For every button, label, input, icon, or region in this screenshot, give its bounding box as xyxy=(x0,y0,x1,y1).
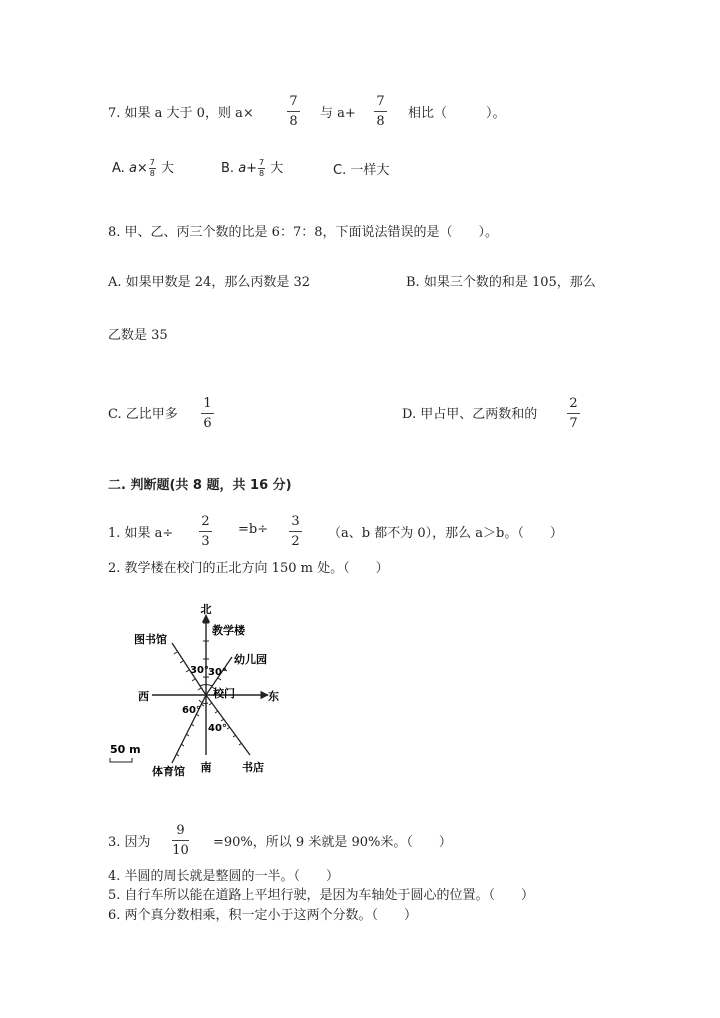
j1-end: （a、b 都不为 0），那么 a＞b。（ ） xyxy=(328,526,563,541)
q7-option-c[interactable]: C. 一样大 xyxy=(333,163,390,178)
direction-map xyxy=(100,603,290,778)
label-north: 北 xyxy=(200,603,212,616)
q7-fraction-2 xyxy=(374,94,387,129)
fraction-numerator: 7 xyxy=(289,94,298,109)
q8-stem: 8. 甲、乙、丙三个数的比是 6：7：8，下面说法错误的是（ ）。 xyxy=(108,225,498,240)
label-south: 南 xyxy=(200,761,212,774)
label-bookstore: 书店 xyxy=(242,761,264,774)
option-fraction: $\frac{7}{8}$ xyxy=(259,158,265,178)
section-title: 二. 判断题(共 8 题，共 16 分) xyxy=(108,478,292,493)
q8-option-b[interactable]: B. 如果三个数的和是 105，那么 xyxy=(406,275,596,290)
j3-fraction: 9 10 xyxy=(172,823,189,858)
q7-stem-start: 7. 如果 a 大于 0，则 a× xyxy=(108,106,254,121)
q8-option-d[interactable]: D. 甲占甲、乙两数和的 xyxy=(402,407,538,422)
j1-start: 1. 如果 a÷ xyxy=(108,526,174,541)
q8-option-c-fraction: 1 6 xyxy=(201,396,214,431)
fraction-numerator: 7 xyxy=(376,94,385,109)
label-angle-4: 40° xyxy=(208,723,227,734)
label-gym: 体育馆 xyxy=(152,765,185,778)
q8-option-b-continued: 乙数是 35 xyxy=(108,328,168,343)
fraction-denominator: 8 xyxy=(376,114,385,129)
j1-fraction-2: 3 2 xyxy=(289,514,302,549)
option-fraction: $\frac{7}{8}$ xyxy=(149,158,155,178)
q7-option-a[interactable]: A. a× $\frac{7}{8}$ 大 xyxy=(112,158,174,178)
label-east: 东 xyxy=(268,690,279,703)
j2-text: 2. 教学楼在校门的正北方向 150 m 处。（ ） xyxy=(108,561,389,576)
q7-stem-mid: 与 a+ xyxy=(320,106,356,121)
j4-text: 4. 半圆的周长就是整圆的一半。（ ） xyxy=(108,869,340,884)
fraction-denominator: 8 xyxy=(289,114,298,129)
j1-fraction-1: 2 3 xyxy=(199,514,212,549)
label-angle-1: 30° xyxy=(190,665,209,676)
label-teaching-building: 教学楼 xyxy=(212,624,245,637)
q8-option-c[interactable]: C. 乙比甲多 xyxy=(108,407,178,422)
j6-text: 6. 两个真分数相乘，积一定小于这两个分数。（ ） xyxy=(108,908,418,923)
j3-start: 3. 因为 xyxy=(108,835,151,850)
label-library: 图书馆 xyxy=(134,633,167,646)
label-angle-3: 60° xyxy=(182,705,201,716)
label-kindergarten: 幼儿园 xyxy=(234,653,267,666)
label-angle-2: 30° xyxy=(208,667,227,678)
label-scale: 50 m xyxy=(110,743,141,756)
q7-fraction-1 xyxy=(287,94,300,129)
q8-option-d-fraction: 2 7 xyxy=(567,396,580,431)
j1-mid: =b÷ xyxy=(238,522,269,537)
j5-text: 5. 自行车所以能在道路上平坦行驶，是因为车轴处于圆心的位置。（ ） xyxy=(108,888,535,903)
j3-end: =90%，所以 9 米就是 90%米。（ ） xyxy=(213,835,452,850)
scale-bar xyxy=(110,758,132,762)
q8-option-a[interactable]: A. 如果甲数是 24，那么丙数是 32 xyxy=(108,275,311,290)
q7-stem-end: 相比（ ）。 xyxy=(408,106,506,121)
label-gate: 校门 xyxy=(213,687,235,700)
label-west: 西 xyxy=(138,690,149,703)
q7-option-b[interactable]: B. a+ $\frac{7}{8}$ 大 xyxy=(221,158,284,178)
